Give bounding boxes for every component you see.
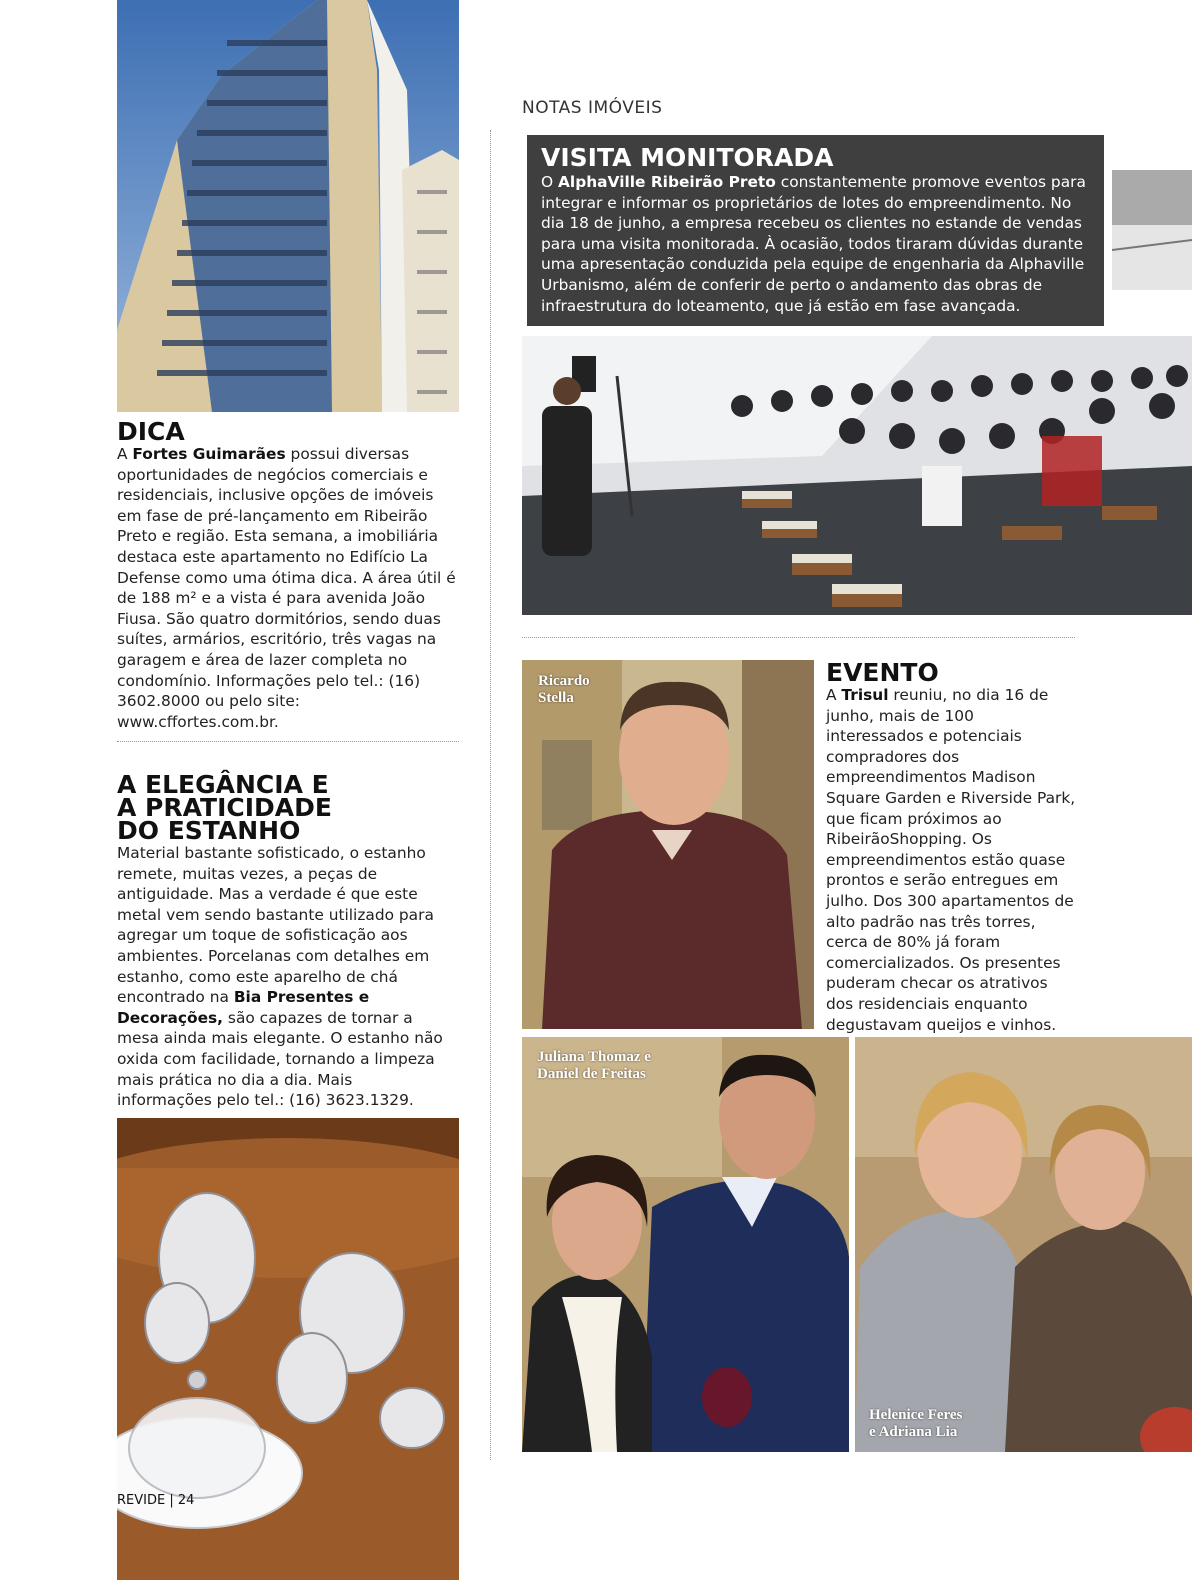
helenice-adriana-photo — [855, 1037, 1192, 1452]
estanho-brand: Bia Presentes e Decorações, — [117, 988, 370, 1027]
evento-body — [826, 685, 1076, 1035]
estanho-text-post: são capazes de tornar a mesa ainda mais elegante. O estanho não oxida com facilidade, tornando a limpeza mais prática no dia a dia. Mais informações pelo tel.: (16) 3623.1329. — [117, 1008, 443, 1110]
dica-pre: A — [117, 445, 133, 463]
building-photo — [117, 0, 459, 412]
visita-brand: AlphaVille Ribeirão Preto — [558, 173, 776, 191]
visita-text: constantemente promove eventos para integrar e informar os proprietários de lotes do empreendimento. No dia 18 de junho, a empresa recebeu os clientes no estande de vendas para uma visita monitorada. À ocasião, todos tiraram dúvidas durante uma apresentação conduzida pela equipe de engenharia da Alphaville Urbanismo, além de conferir de perto o andamento das obras de infraestrutura do loteamento, que já estão em fase avançada. — [541, 173, 1086, 315]
evento-text: reuniu, no dia 16 de junho, mais de 100 interessados e potenciais compradores dos empreendimentos Madison Square Garden e Riverside Park, que ficam próximos ao RibeirãoShopping. Os empreendimentos estão quase prontos e serão entregues em julho. Dos 300 apartamentos de alto padrão nas três torres, cerca de 80% já foram comercializados. Os presentes puderam checar os atrativos dos residenciais enquanto degustavam queijos e vinhos. — [826, 686, 1076, 1034]
footer-separator: | — [169, 1493, 174, 1508]
section-label: NOTAS IMÓVEIS — [522, 98, 663, 118]
estanho-body — [117, 843, 447, 1111]
caption-ricardo — [538, 673, 590, 707]
evento-pre: A — [826, 686, 842, 704]
caption-helenice-line2: e Adriana Lia — [869, 1424, 958, 1440]
estanho-text-pre: Material bastante sofisticado, o estanho remete, muitas vezes, a peças de antiguidade. Mas a verdade é que este metal vem sendo bastante utilizado para agregar um toque de sofisticação aos ambientes. Porcelanas com detalhes em estanho, como este aparelho de chá encontrado na — [117, 844, 434, 1007]
visita-pre: O — [541, 173, 559, 191]
footer-page-number: 24 — [177, 1493, 195, 1508]
visita-title: VISITA MONITORADA — [541, 143, 834, 172]
dica-text: possui diversas oportunidades de negócios comerciais e residenciais, inclusive opções de imóveis em fase de pré-lançamento em Ribeirão Preto e região. Esta semana, a imobiliária destaca este apartamento no Edifício La Defense como uma ótima dica. A área útil é de 188 m² e a vista é para avenida João Fiusa. São quatro dormitórios, sendo duas suítes, armários, escritório, três vagas na garagem e área de lazer completa no condomínio. Informações pelo tel.: (16) 3602.8000 ou pelo site: www.cffortes.com.br. — [117, 445, 456, 731]
dica-brand: Fortes Guimarães — [132, 445, 286, 463]
caption-ricardo-line2: Stella — [538, 690, 574, 706]
caption-helenice-adriana — [869, 1407, 962, 1441]
evento-title: EVENTO — [826, 658, 939, 687]
dica-title: DICA — [117, 417, 185, 446]
divider-left — [117, 741, 459, 742]
estanho-title — [117, 770, 332, 845]
footer-magazine: REVIDE — [117, 1493, 166, 1508]
caption-juliana-daniel — [537, 1049, 651, 1083]
column-divider — [490, 130, 491, 1460]
audience-photo — [522, 336, 1192, 615]
caption-juliana-line2: Daniel de Freitas — [537, 1066, 646, 1082]
visita-body — [541, 172, 1099, 316]
tea-set-photo — [117, 1118, 459, 1580]
estanho-title-line3: DO ESTANHO — [117, 816, 301, 845]
caption-helenice-line1: Helenice Feres — [869, 1407, 963, 1423]
visita-box — [527, 135, 1104, 326]
dica-body — [117, 444, 462, 732]
estanho-title-line1: A ELEGÂNCIA E — [117, 770, 329, 799]
ricardo-photo — [522, 660, 814, 1029]
caption-juliana-line1: Juliana Thomaz e — [537, 1049, 651, 1065]
page-footer — [117, 1493, 194, 1508]
caption-ricardo-line1: Ricardo — [538, 673, 590, 689]
evento-brand: Trisul — [841, 686, 889, 704]
divider-right — [522, 637, 1075, 638]
side-photo-edge — [1112, 170, 1192, 290]
estanho-title-line2: A PRATICIDADE — [117, 793, 332, 822]
juliana-daniel-photo — [522, 1037, 849, 1452]
